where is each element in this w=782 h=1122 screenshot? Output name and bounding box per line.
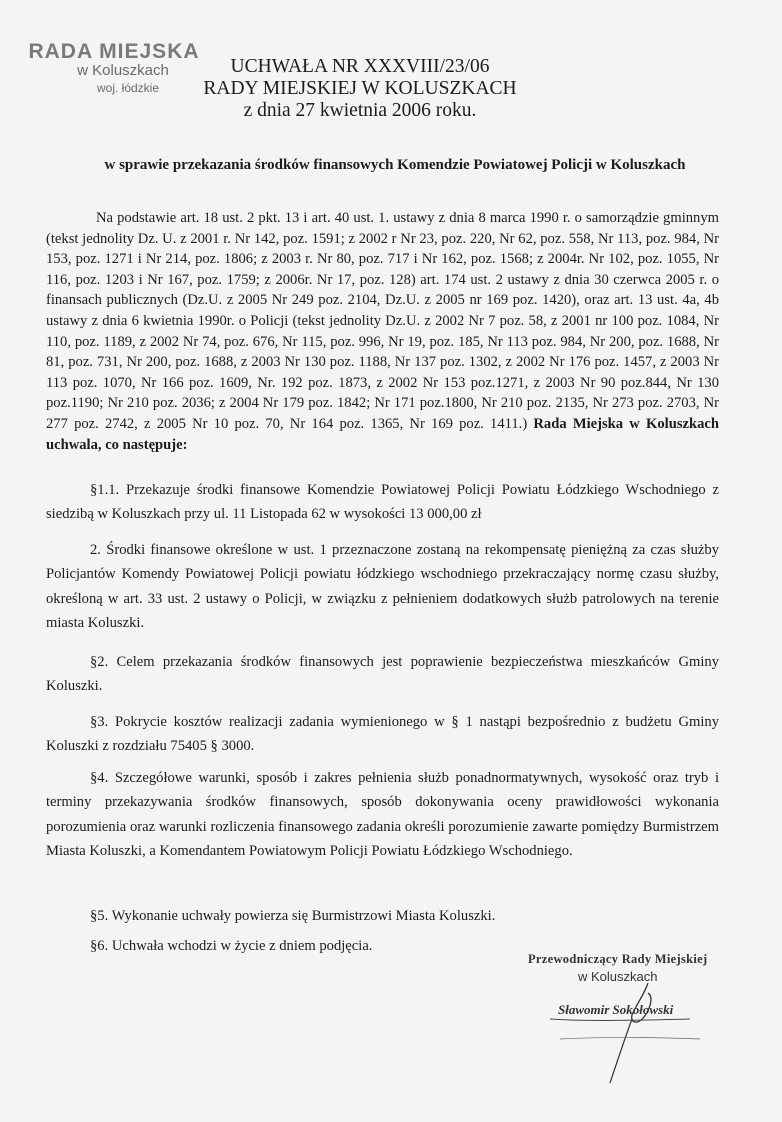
paragraph-2: §2. Celem przekazania środków finansowych jest poprawienie bezpieczeństwa mieszkańców Gminy Koluszki. <box>46 654 719 695</box>
paragraph-5: §5. Wykonanie uchwały powierza się Burmistrzowi Miasta Koluszki. <box>90 908 496 924</box>
stamp-line-3: woj. łódzkie <box>96 81 160 95</box>
paragraph-4: §4. Szczegółowe warunki, sposób i zakres pełnienia służb ponadnormatywnych, wysokość oraz tryb i terminy przekazywania środków finansowych, sposób dokonywania oceny prawidłowości wykonania porozumienia oraz warunki rozliczenia finansowego zadania określi porozumienie zawarte pomiędzy Burmistrzem Miasta Koluszki, a Komendantem Powiatowym Policji Powiatu Łódzkiego Wschodniego. <box>46 770 719 860</box>
paragraph-3: §3. Pokrycie kosztów realizacji zadania wymienionego w § 1 nastąpi bezpośrednio z budżetu Gminy Koluszki z rozdziału 75405 § 3000. <box>46 714 719 755</box>
handwritten-signature <box>540 975 700 1085</box>
resolution-number: UCHWAŁA NR XXXVIII/23/06 <box>230 56 490 77</box>
signature-location: w Koluszkach <box>578 969 658 984</box>
paragraph-1-2: 2. Środki finansowe określone w ust. 1 przeznaczone zostaną na rekompensatę pieniężną za czas służby Policjantów Komendy Powiatowej Policji powiatu łódzkiego wschodniego przekraczający normę czasu służby, określoną w art. 33 ust. 2 ustawy o Policji, w związku z pełnieniem dodatkowych służb patrolowych na terenie miasta Koluszki. <box>46 542 719 632</box>
paragraph-6: §6. Uchwała wchodzi w życie z dniem podjęcia. <box>90 938 373 954</box>
signature-title: Przewodniczący Rady Miejskiej <box>528 952 708 966</box>
resolution-title <box>180 56 540 122</box>
stamp-line-1: RADA MIEJSKA <box>28 40 200 63</box>
stamp-line-2: w Koluszkach <box>77 62 169 79</box>
preamble-text: Na podstawie art. 18 ust. 2 pkt. 13 i art. 40 ust. 1. ustawy z dnia 8 marca 1990 r. o samorządzie gminnym (tekst jednolity Dz. U. z 2001 r. Nr 142, poz. 1591; z 2002 r Nr 23, poz. 220, Nr 62, poz. 558, Nr 113, poz. 984, Nr 153, poz. 1271 i Nr 214, poz. 1806; z 2003 r. Nr 80, poz. 717 i Nr 162, poz. 1568; z 2004r. Nr 102, poz. 1055, Nr 116, poz. 1203 i Nr 167, poz. 1759; z 2006r. Nr 17, poz. 128) art. 174 ust. 2 ustawy z dnia 30 czerwca 2005 r. o finansach publicznych (Dz.U. z 2005 Nr 249 poz. 2104, Dz.U. z 2005 nr 169 poz. 1420), oraz art. 13 ust. 4a, 4b ustawy z dnia 6 kwietnia 1990r. o Policji (tekst jednolity Dz.U. z 2002 Nr 7 poz. 58, z 2001 nr 100 poz. 1084, Nr 110, poz. 1189, z 2002 Nr 74, poz. 676, Nr 115, poz. 996, Nr 19, poz. 185, Nr 113 poz. 984, Nr 200, poz. 1688, Nr 81, poz. 731, Nr 200, poz. 1688, z 2003 Nr 130 poz. 1188, Nr 137 poz. 1302, z 2002 Nr 176 poz. 1457, z 2003 Nr 113 poz. 1070, Nr 166 poz. 1609, Nr. 192 poz. 1873, z 2002 Nr 153 poz.1271, z 2003 Nr 90 poz.844, Nr 130 poz.1190; Nr 210 poz. 2036; z 2004 Nr 179 poz. 1842; Nr 171 poz.1800, Nr 210 poz. 2135, Nr 273 poz. 2703, Nr 277 poz. 2742, z 2005 Nr 10 poz. 70, Nr 164 poz. 1365, Nr 169 poz. 1411.) <box>46 210 719 432</box>
resolution-subject: w sprawie przekazania środków finansowych Komendzie Powiatowej Policji w Koluszkach <box>104 157 686 173</box>
paragraph-1-1: §1.1. Przekazuje środki finansowe Komendzie Powiatowej Policji Powiatu Łódzkiego Wschodniego z siedzibą w Koluszkach przy ul. 11 Listopada 62 w wysokości 13 000,00 zł <box>46 482 719 523</box>
signature-name: Sławomir Sokołowski <box>558 1002 674 1017</box>
resolution-date: z dnia 27 kwietnia 2006 roku. <box>243 100 477 121</box>
preamble-enacting-clause: Rada Miejska w Koluszkach uchwala, co następuje: <box>46 415 720 453</box>
preamble <box>46 208 719 455</box>
council-name: RADY MIEJSKIEJ W KOLUSZKACH <box>203 78 517 99</box>
